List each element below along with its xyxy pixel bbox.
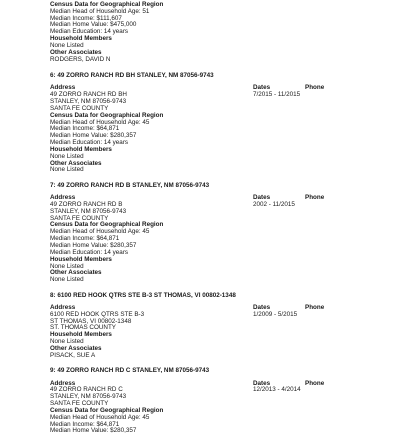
address-line-2: STANLEY, NM 87056-9743 bbox=[50, 99, 380, 106]
address-line-1: 49 ZORRO RANCH RD BH bbox=[50, 92, 380, 99]
household-value: None Listed bbox=[50, 154, 380, 161]
dates-value: 12/2013 - 4/2014 bbox=[253, 387, 313, 394]
phone-column bbox=[305, 381, 345, 388]
household-heading: Household Members bbox=[50, 147, 380, 154]
associates-heading: Other Associates bbox=[50, 50, 380, 57]
record-body bbox=[50, 305, 380, 360]
associates-heading: Other Associates bbox=[50, 161, 380, 168]
phone-column bbox=[305, 85, 345, 92]
census-heading: Census Data for Geographical Region bbox=[50, 113, 380, 120]
associates-value: PISACK, SUE A bbox=[50, 353, 380, 360]
dates-label: Dates bbox=[253, 195, 313, 202]
median-income-line: Median Income: $64,871 bbox=[50, 422, 380, 429]
record-body bbox=[50, 85, 380, 174]
dates-value: 7/2015 - 11/2015 bbox=[253, 92, 313, 99]
phone-label: Phone bbox=[305, 305, 345, 312]
dates-value: 1/2009 - 5/2015 bbox=[253, 312, 313, 319]
household-value: None Listed bbox=[50, 339, 380, 346]
record-body bbox=[50, 381, 380, 435]
record-9 bbox=[50, 368, 380, 435]
address-label: Address bbox=[50, 195, 380, 202]
dates-column bbox=[253, 381, 313, 395]
record-header: 7: 49 ZORRO RANCH RD B STANLEY, NM 87056-9743 bbox=[50, 183, 380, 190]
household-heading: Household Members bbox=[50, 36, 380, 43]
record-body bbox=[50, 195, 380, 284]
median-education-line: Median Education: 14 years bbox=[50, 250, 380, 257]
address-line-1: 6100 RED HOOK QTRS STE B-3 bbox=[50, 312, 380, 319]
household-heading: Household Members bbox=[50, 257, 380, 264]
address-label: Address bbox=[50, 381, 380, 388]
dates-column bbox=[253, 305, 313, 319]
associates-heading: Other Associates bbox=[50, 270, 380, 277]
phone-column bbox=[305, 195, 345, 202]
dates-label: Dates bbox=[253, 85, 313, 92]
address-line-2: STANLEY, NM 87056-9743 bbox=[50, 209, 380, 216]
median-home-line: Median Home Value: $280,357 bbox=[50, 243, 380, 250]
associates-heading: Other Associates bbox=[50, 346, 380, 353]
dates-label: Dates bbox=[253, 305, 313, 312]
record-header: 9: 49 ZORRO RANCH RD C STANLEY, NM 87056-9743 bbox=[50, 368, 380, 375]
county-line: SANTA FE COUNTY bbox=[50, 216, 380, 223]
median-age-line: Median Head of Household Age: 45 bbox=[50, 415, 380, 422]
household-value: None Listed bbox=[50, 43, 380, 50]
address-line-2: STANLEY, NM 87056-9743 bbox=[50, 394, 380, 401]
address-label: Address bbox=[50, 305, 380, 312]
dates-column bbox=[253, 195, 313, 209]
associates-value: RODGERS, DAVID N bbox=[50, 57, 380, 64]
address-line-2: ST THOMAS, VI 00802-1348 bbox=[50, 319, 380, 326]
census-heading: Census Data for Geographical Region bbox=[50, 408, 380, 415]
dates-value: 2002 - 11/2015 bbox=[253, 202, 313, 209]
household-heading: Household Members bbox=[50, 332, 380, 339]
phone-column bbox=[305, 305, 345, 312]
median-home-line: Median Home Value: $280,357 bbox=[50, 428, 380, 435]
median-income-line: Median Income: $64,871 bbox=[50, 126, 380, 133]
median-home-line: Median Home Value: $280,357 bbox=[50, 133, 380, 140]
median-income-line: Median Income: $111,607 bbox=[50, 16, 380, 23]
record-6 bbox=[50, 73, 380, 174]
median-education-line: Median Education: 14 years bbox=[50, 140, 380, 147]
phone-label: Phone bbox=[305, 85, 345, 92]
associates-value: None Listed bbox=[50, 167, 380, 174]
address-line-1: 49 ZORRO RANCH RD B bbox=[50, 202, 380, 209]
median-age-line: Median Head of Household Age: 45 bbox=[50, 120, 380, 127]
county-line: ST. THOMAS COUNTY bbox=[50, 325, 380, 332]
record-header: 8: 6100 RED HOOK QTRS STE B-3 ST THOMAS, VI 00802-1348 bbox=[50, 293, 380, 300]
record-header: 6: 49 ZORRO RANCH RD BH STANLEY, NM 87056-9743 bbox=[50, 73, 380, 80]
census-heading: Census Data for Geographical Region bbox=[50, 222, 380, 229]
dates-label: Dates bbox=[253, 381, 313, 388]
phone-label: Phone bbox=[305, 381, 345, 388]
median-age-line: Median Head of Household Age: 51 bbox=[50, 9, 380, 16]
median-income-line: Median Income: $64,871 bbox=[50, 236, 380, 243]
household-value: None Listed bbox=[50, 264, 380, 271]
record-7 bbox=[50, 183, 380, 284]
address-line-1: 49 ZORRO RANCH RD C bbox=[50, 387, 380, 394]
median-age-line: Median Head of Household Age: 45 bbox=[50, 229, 380, 236]
county-line: SANTA FE COUNTY bbox=[50, 106, 380, 113]
census-heading: Census Data for Geographical Region bbox=[50, 2, 380, 9]
median-home-line: Median Home Value: $475,000 bbox=[50, 22, 380, 29]
record-8 bbox=[50, 293, 380, 360]
associates-value: None Listed bbox=[50, 277, 380, 284]
report-content bbox=[50, 0, 380, 435]
median-education-line: Median Education: 14 years bbox=[50, 29, 380, 36]
record-5-fragment bbox=[50, 0, 380, 63]
phone-label: Phone bbox=[305, 195, 345, 202]
dates-column bbox=[253, 85, 313, 99]
address-label: Address bbox=[50, 85, 380, 92]
county-line: SANTA FE COUNTY bbox=[50, 401, 380, 408]
